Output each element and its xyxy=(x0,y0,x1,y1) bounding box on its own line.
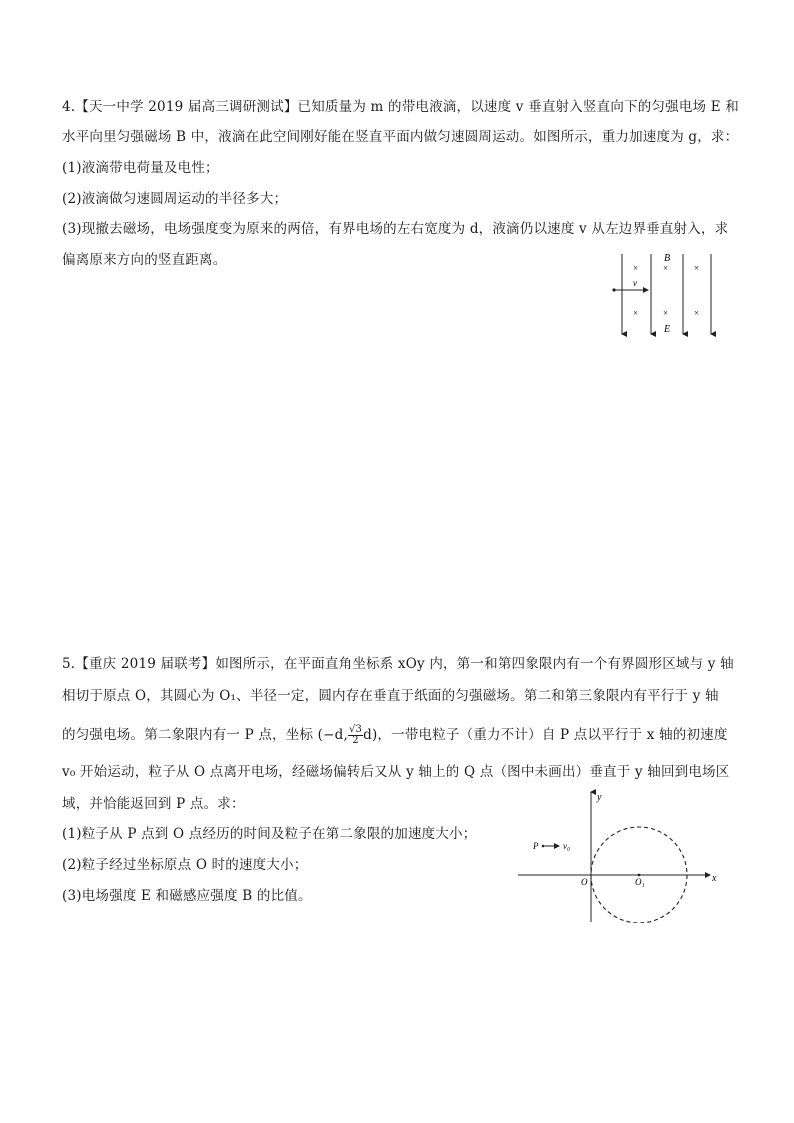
q5-stem-line3 xyxy=(62,722,728,748)
q5-sub3: (3)电场强度 E 和磁感应强度 B 的比值。 xyxy=(62,888,312,904)
label-O1: O₁ xyxy=(635,877,645,887)
q4-number: 4. xyxy=(62,99,76,115)
label-v0: v₀ xyxy=(563,841,571,851)
q5-line1 xyxy=(62,655,734,673)
label-P: P xyxy=(533,841,539,851)
fraction-numerator: √3 xyxy=(348,724,363,735)
q5-coordinate-figure xyxy=(515,788,725,923)
q5-stem-line3-b: d)，一带电粒子（重力不计）自 P 点以平行于 x 轴的初速度 xyxy=(363,727,728,743)
q5-stem-line5: 域，并恰能返回到 P 点。求： xyxy=(62,796,245,812)
center-O1-dot xyxy=(638,874,641,877)
q5-stem-line1: 如图所示，在平面直角坐标系 xOy 内，第一和第四象限内有一个有界圆形区域与 y 轴 xyxy=(215,656,734,672)
label-v: v xyxy=(633,278,637,288)
q4-field-figure xyxy=(605,250,720,340)
label-y: y xyxy=(597,792,602,803)
q5-stem-line3-a: 的匀强电场。第二象限内有一 P 点，坐标 (−d, xyxy=(62,727,348,743)
q4-line1 xyxy=(62,98,739,116)
point-P-dot xyxy=(542,845,545,848)
q5-stem-line2: 相切于原点 O，其圆心为 O₁、半径一定，圆内存在垂直于纸面的匀强磁场。第二和第三象限内有平行于 y 轴 xyxy=(62,688,719,704)
q5-stem-line4: v₀ 开始运动，粒子从 O 点离开电场，经磁场偏转后又从 y 轴上的 Q 点（图中未画出）垂直于 y 轴回到电场区 xyxy=(62,764,730,780)
q4-sub3b: 偏离原来方向的竖直距离。 xyxy=(62,252,227,268)
fraction-denominator: 2 xyxy=(352,735,359,746)
label-B: B xyxy=(664,253,671,264)
q4-sub3: (3)现撤去磁场，电场强度变为原来的两倍，有界电场的左右宽度为 d，液滴仍以速度 v 从左边界垂直射入，求 xyxy=(62,221,729,237)
q4-stem-line2: 水平向里匀强磁场 B 中，液滴在此空间刚好能在竖直平面内做匀速圆周运动。如图所示，重力加速度为 g，求： xyxy=(62,129,739,145)
cross-3: × xyxy=(694,263,700,273)
label-E: E xyxy=(664,324,671,335)
q5-fraction xyxy=(348,725,363,746)
cross-4: × xyxy=(633,308,639,318)
q4-sub1: (1)液滴带电荷量及电性； xyxy=(62,160,219,176)
label-O: O xyxy=(581,877,588,887)
q5-sub1: (1)粒子从 P 点到 O 点经历的时间及粒子在第二象限的加速度大小； xyxy=(62,826,477,842)
q5-source: 【重庆 2019 届联考】 xyxy=(75,656,216,672)
q5-number: 5. xyxy=(62,656,76,672)
cross-5: × xyxy=(663,308,669,318)
q5-sub2: (2)粒子经过坐标原点 O 时的速度大小； xyxy=(62,857,308,873)
q4-source: 【天一中学 2019 届高三调研测试】 xyxy=(75,99,298,115)
cross-1: × xyxy=(633,263,639,273)
cross-2: × xyxy=(663,263,669,273)
label-x: x xyxy=(712,873,717,884)
q4-stem-line1: 已知质量为 m 的带电液滴，以速度 v 垂直射入竖直向下的匀强电场 E 和 xyxy=(297,99,739,115)
cross-6: × xyxy=(694,308,700,318)
q4-sub2: (2)液滴做匀速圆周运动的半径多大； xyxy=(62,191,288,207)
